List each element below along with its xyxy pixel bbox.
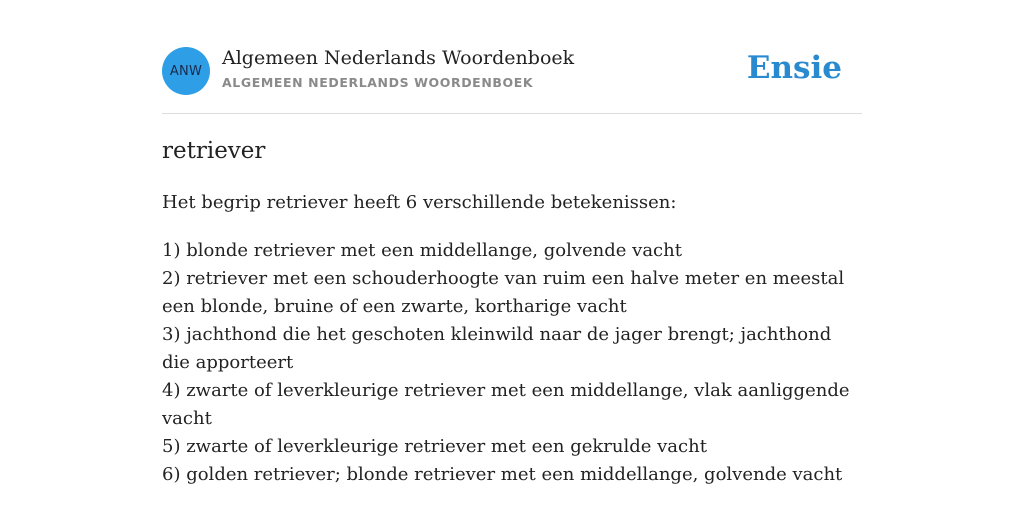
header-divider <box>162 113 862 114</box>
ensie-brand-logo[interactable]: Ensie <box>746 50 842 86</box>
source-subtitle: ALGEMEEN NEDERLANDS WOORDENBOEK <box>222 75 534 90</box>
anw-logo[interactable] <box>162 47 210 95</box>
meaning-item: 3) jachthond die het geschoten kleinwild naar de jager brengt; jachthond die apporteert <box>162 324 832 373</box>
meanings-list <box>162 237 862 489</box>
entry-term: retriever <box>162 138 266 164</box>
meaning-item: 2) retriever met een schouderhoogte van ruim een halve meter en meestal een blonde, bruine of een zwarte, kortharige vacht <box>162 268 845 317</box>
meaning-item: 1) blonde retriever met een middellange, golvende vacht <box>162 240 682 261</box>
meaning-item: 5) zwarte of leverkleurige retriever met een gekrulde vacht <box>162 436 707 457</box>
source-title: Algemeen Nederlands Woordenboek <box>222 47 575 69</box>
logo-text: ANW <box>169 63 203 79</box>
meaning-item: 6) golden retriever; blonde retriever met een middellange, golvende vacht <box>162 464 843 485</box>
meaning-item: 4) zwarte of leverkleurige retriever met een middellange, vlak aanliggende vacht <box>162 380 850 429</box>
entry-intro: Het begrip retriever heeft 6 verschillende betekenissen: <box>162 192 677 213</box>
header <box>162 44 862 100</box>
